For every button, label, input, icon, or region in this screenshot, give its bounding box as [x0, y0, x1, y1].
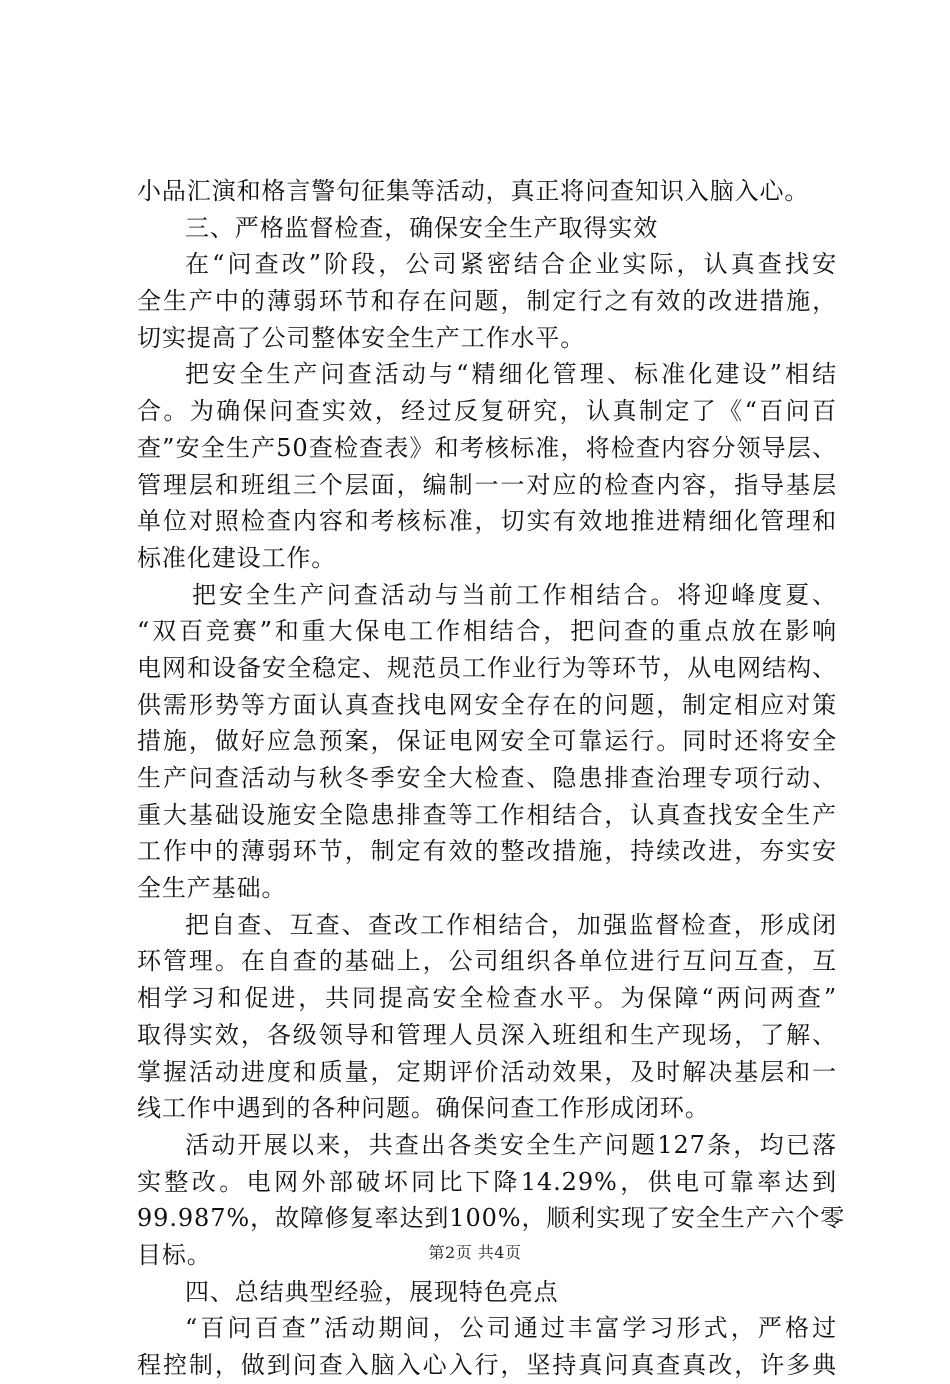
- text-line: 重大基础设施安全隐患排查等工作相结合，认真查找安全生产: [137, 800, 837, 829]
- text-line: 切实提高了公司整体安全生产工作水平。: [137, 323, 586, 352]
- text-line: 实整改。电网外部破坏同比下降14.29%，供电可靠率达到: [137, 1167, 837, 1196]
- text-line: 程控制，做到问查入脑入心入行，坚持真问真查真改，许多典: [137, 1351, 837, 1379]
- text-line: 活动开展以来，共查出各类安全生产问题127条，均已落: [185, 1130, 837, 1159]
- page-number-footer: 第2页 共4页: [428, 1243, 522, 1262]
- section-heading: 四、总结典型经验，展现特色亮点: [185, 1277, 559, 1306]
- text-line: 把安全生产问查活动与“精细化管理、标准化建设”相结: [185, 360, 837, 389]
- text-line: 99.987%，故障修复率达到100%，顺利实现了安全生产六个零: [137, 1204, 846, 1233]
- text-line: 全生产基础。: [137, 874, 287, 903]
- text-line: 管理层和班组三个层面，编制一一对应的检查内容，指导基层: [137, 470, 837, 499]
- text-line: 环管理。在自查的基础上，公司组织各单位进行互问互查，互: [137, 947, 837, 976]
- text-line: 单位对照检查内容和考核标准，切实有效地推进精细化管理和: [137, 507, 837, 536]
- text-line: 合。为确保问查实效，经过反复研究，认真制定了《“百问百: [137, 397, 837, 426]
- text-line: 在“问查改”阶段，公司紧密结合企业实际，认真查找安: [185, 250, 837, 279]
- text-line: 线工作中遇到的各种问题。确保问查工作形成闭环。: [137, 1094, 710, 1123]
- text-line: 供需形势等方面认真查找电网安全存在的问题，制定相应对策: [137, 690, 837, 719]
- text-line: 把自查、互查、查改工作相结合，加强监督检查，形成闭: [185, 910, 837, 939]
- text-line: 小品汇演和格言警句征集等活动，真正将问查知识入脑入心。: [137, 177, 810, 205]
- text-line: 查”安全生产50查检查表》和考核标准，将检查内容分领导层、: [137, 433, 837, 462]
- text-line: 相学习和促进，共同提高安全检查水平。为保障“两问两查”: [137, 984, 837, 1013]
- text-line: 全生产中的薄弱环节和存在问题，制定行之有效的改进措施，: [137, 287, 837, 316]
- text-line: 把安全生产问查活动与当前工作相结合。将迎峰度夏、: [192, 580, 837, 609]
- text-line: 标准化建设工作。: [137, 543, 337, 572]
- text-line: 电网和设备安全稳定、规范员工作业行为等环节，从电网结构、: [137, 653, 837, 682]
- text-line: 目标。: [137, 1240, 212, 1269]
- text-line: 掌握活动进度和质量，定期评价活动效果，及时解决基层和一: [137, 1057, 837, 1086]
- text-line: “双百竞赛”和重大保电工作相结合，把问查的重点放在影响: [137, 617, 837, 646]
- text-line: 取得实效，各级领导和管理人员深入班组和生产现场，了解、: [137, 1020, 837, 1049]
- text-line: 工作中的薄弱环节，制定有效的整改措施，持续改进，夯实安: [137, 837, 837, 866]
- section-heading: 三、严格监督检查，确保安全生产取得实效: [185, 213, 659, 242]
- text-line: “百问百查”活动期间，公司通过丰富学习形式，严格过: [185, 1314, 837, 1343]
- text-line: 措施，做好应急预案，保证电网安全可靠运行。同时还将安全: [137, 727, 837, 756]
- text-line: 生产问查活动与秋冬季安全大检查、隐患排查治理专项行动、: [137, 764, 837, 792]
- document-body: [137, 173, 846, 1384]
